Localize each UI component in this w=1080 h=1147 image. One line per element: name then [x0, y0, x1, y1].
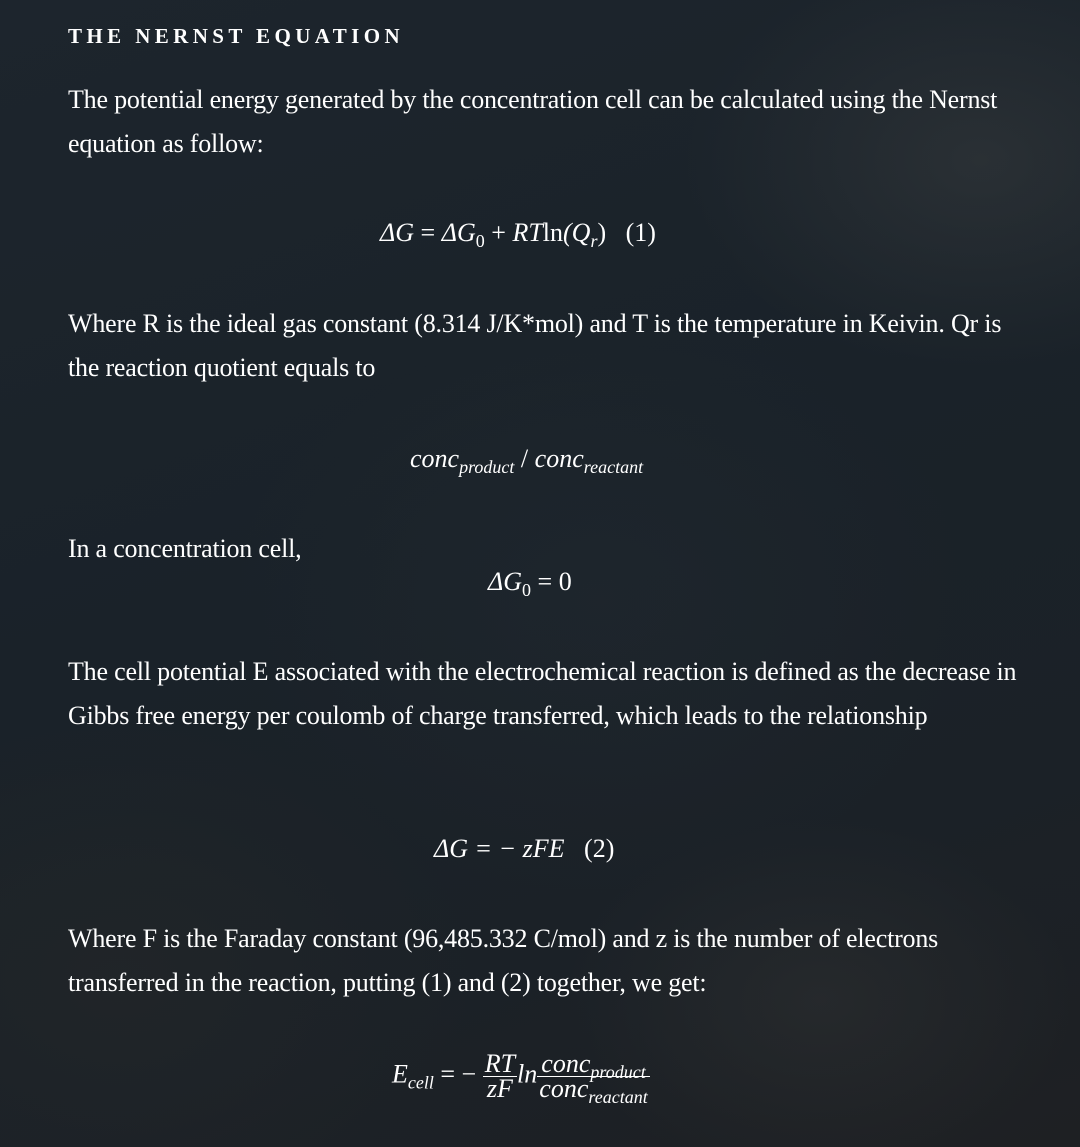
concentration-ratio-fraction: $\frac{conc_{product}}{conc_{reactant}}$ — [539, 1049, 648, 1107]
equation-1: $\Delta G = \Delta G_0 + RTln(Q_r)$ (1) — [380, 218, 656, 251]
cell-potential-equation: $E_{cell}$ = − $\frac{RT}{zF}$ ln $\frac{conc_{product}}{conc_{reactant}}$ — [392, 1049, 648, 1107]
concentration-cell-paragraph: In a concentration cell, — [68, 534, 302, 563]
reaction-quotient-equation: conc$_{product}$ / conc$_{reactant}$ — [410, 444, 644, 477]
cell-potential-paragraph: The cell potential E associated with the electrochemical reaction is defined as the decrease in Gibbs free energy per coulomb of charge transferred, which leads to the relationship — [68, 657, 1017, 730]
equation-2: ΔG = − zFE (2) — [434, 834, 615, 863]
gas-constant-paragraph: Where R is the ideal gas constant (8.314 J/K*mol) and T is the temperature in Keivin. Qr is the reaction quotient equals to — [68, 309, 1002, 382]
section-heading: THE NERNST EQUATION — [68, 24, 405, 48]
faraday-paragraph: Where F is the Faraday constant (96,485.332 C/mol) and z is the number of electrons transferred in the reaction, putting (1) and (2) together, we get: — [68, 924, 939, 997]
intro-paragraph: The potential energy generated by the concentration cell can be calculated using the Nernst equation as follow: — [68, 85, 998, 158]
standard-gibbs-equation: $\Delta G_0 = 0$ — [488, 567, 572, 600]
equation-1-label: (1) — [625, 218, 656, 247]
rt-over-zf-fraction: $\frac{RT}{zF}$ — [484, 1049, 516, 1103]
equation-2-label: (2) — [584, 834, 615, 863]
